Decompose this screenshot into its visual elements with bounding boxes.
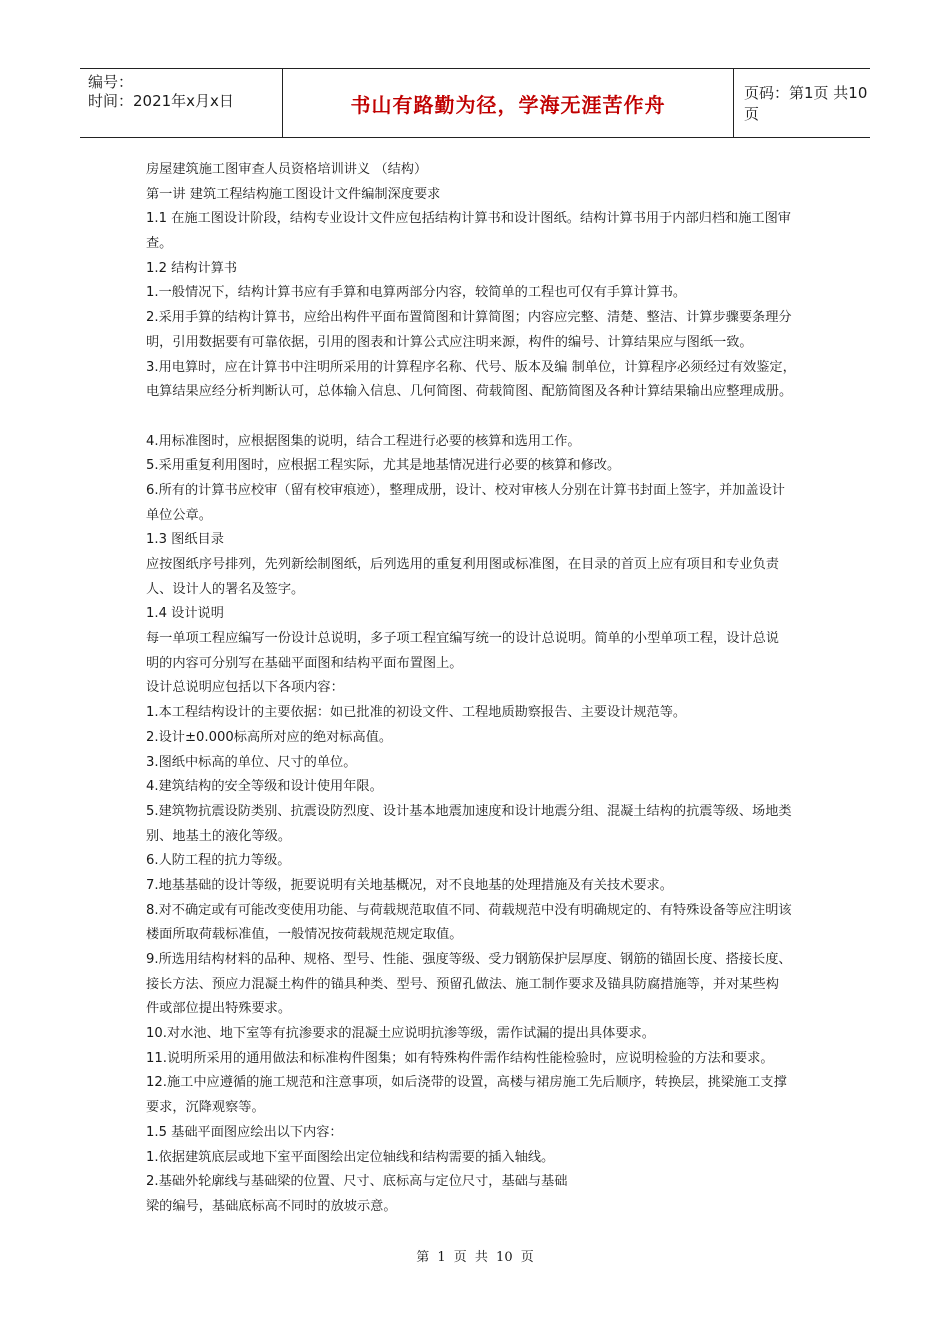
- body-text-line: 第一讲 建筑工程结构施工图设计文件编制深度要求: [146, 186, 441, 202]
- body-text-line: 查。: [146, 236, 173, 252]
- body-text-line: 3.用电算时，应在计算书中注明所采用的计算程序名称、代号、版本及编 制单位，计算程序必须经过有效鉴定，: [146, 359, 796, 375]
- body-text-line: 1.依据建筑底层或地下室平面图绘出定位轴线和结构需要的插入轴线。: [146, 1149, 555, 1165]
- body-text-line: 2.基础外轮廓线与基础梁的位置、尺寸、底标高与定位尺寸，基础与基础: [146, 1174, 568, 1190]
- body-text-line: 单位公章。: [146, 507, 212, 523]
- body-text-line: 2.采用手算的结构计算书，应给出构件平面布置简图和计算简图；内容应完整、清楚、整洁、计算步骤要条理分: [146, 310, 792, 326]
- body-text-line: 1.4 设计说明: [146, 606, 224, 622]
- body-text-line: 9.所选用结构材料的品种、规格、型号、性能、强度等级、受力钢筋保护层厚度、钢筋的锚固长度、搭接长度、: [146, 952, 792, 967]
- body-text-line: 接长方法、预应力混凝土构件的锚具种类、型号、预留孔做法、施工制作要求及锚具防腐措施等，并对某些构: [146, 976, 779, 992]
- body-text-line: 8.对不确定或有可能改变使用功能、与荷载规范取值不同、荷载规范中没有明确规定的、有特殊设备等应注明该: [146, 902, 792, 918]
- body-text-line: 设计总说明应包括以下各项内容：: [146, 680, 344, 696]
- header-page-number: 页码：第1页 共10页: [744, 84, 868, 123]
- body-text-line: 10.对水池、地下室等有抗渗要求的混凝土应说明抗渗等级，需作试漏的提出具体要求。: [146, 1026, 655, 1042]
- body-text-line: 明的内容可分别写在基础平面图和结构平面布置图上。: [146, 655, 463, 671]
- body-text-line: 6.人防工程的抗力等级。: [146, 853, 291, 869]
- body-text-line: 1.1 在施工图设计阶段，结构专业设计文件应包括结构计算书和设计图纸。结构计算书用于内部归档和施工图审: [146, 211, 791, 227]
- body-text-line: 1.一般情况下，结构计算书应有手算和电算两部分内容，较简单的工程也可仅有手算计算书。: [146, 285, 687, 301]
- body-text-line: 应按图纸序号排列，先列新绘制图纸，后列选用的重复利用图或标准图，在目录的首页上应有项目和专业负责: [146, 557, 779, 572]
- document-date: 时间：2021年x月x日: [88, 92, 234, 110]
- body-text-line: 6.所有的计算书应校审（留有校审痕迹），整理成册，设计、校对审核人分别在计算书封面上签字，并加盖设计: [146, 482, 785, 498]
- document-header: [80, 68, 870, 138]
- body-text-line: 5.建筑物抗震设防类别、抗震设防烈度、设计基本地震加速度和设计地震分组、混凝土结构的抗震等级、场地类: [146, 803, 792, 819]
- body-text-line: 明，引用数据要有可靠依据，引用的图表和计算公式应注明来源，构件的编号、计算结果应与图纸一致。: [146, 334, 753, 350]
- body-text-line: 房屋建筑施工图审查人员资格培训讲义 （结构）: [146, 162, 428, 177]
- body-text-line: 1.5 基础平面图应绘出以下内容：: [146, 1124, 343, 1140]
- body-text-line: 1.2 结构计算书: [146, 260, 238, 276]
- document-number-label: 编号：: [88, 73, 134, 91]
- body-text-line: 3.图纸中标高的单位、尺寸的单位。: [146, 754, 357, 770]
- body-text-line: 4.用标准图时，应根据图集的说明，结合工程进行必要的核算和选用工作。: [146, 433, 581, 449]
- body-text-line: 1.3 图纸目录: [146, 532, 224, 548]
- body-text-line: 7.地基基础的设计等级，扼要说明有关地基概况，对不良地基的处理措施及有关技术要求。: [146, 877, 673, 893]
- body-text-line: 4.建筑结构的安全等级和设计使用年限。: [146, 779, 383, 795]
- body-text-line: 件或部位提出特殊要求。: [146, 1001, 292, 1017]
- body-text-line: 每一单项工程应编写一份设计总说明，多子项工程宜编写统一的设计总说明。简单的小型单项工程，设计总说: [146, 631, 779, 647]
- document-body: [146, 158, 816, 1220]
- body-text-line: 2.设计±0.000标高所对应的绝对标高值。: [146, 729, 393, 745]
- body-text-line: 楼面所取荷载标准值，一般情况按荷载规范规定取值。: [146, 927, 463, 943]
- body-text-line: 11.说明所采用的通用做法和标准构件图集；如有特殊构件需作结构性能检验时，应说明检验的方法和要求。: [146, 1050, 774, 1066]
- body-text-line: 5.采用重复利用图时，应根据工程实际，尤其是地基情况进行必要的核算和修改。: [146, 458, 621, 474]
- body-text-line: 电算结果应经分析判断认可，总体输入信息、几何简图、荷载简图、配筋简图及各种计算结果输出应整理成册。: [146, 384, 793, 400]
- body-text-line: 梁的编号，基础底标高不同时的放坡示意。: [146, 1198, 397, 1214]
- header-page-cell: [734, 69, 870, 137]
- body-text-line: 别、地基土的液化等级。: [146, 828, 292, 844]
- page-footer: 第 1 页 共 10 页: [416, 1250, 534, 1265]
- header-motto-cell: [282, 69, 734, 137]
- header-meta: [80, 69, 282, 137]
- body-text-line: 1.本工程结构设计的主要依据：如已批准的初设文件、工程地质勘察报告、主要设计规范等。: [146, 705, 687, 721]
- body-text-line: 12.施工中应遵循的施工规范和注意事项，如后浇带的设置，高楼与裙房施工先后顺序，转换层，挑梁施工支撑: [146, 1075, 787, 1091]
- header-motto: 书山有路勤为径，学海无涯苦作舟: [350, 92, 666, 117]
- body-text-line: [146, 405, 816, 430]
- body-text-line: 要求，沉降观察等。: [146, 1100, 265, 1116]
- body-text-line: 人、设计人的署名及签字。: [146, 581, 305, 597]
